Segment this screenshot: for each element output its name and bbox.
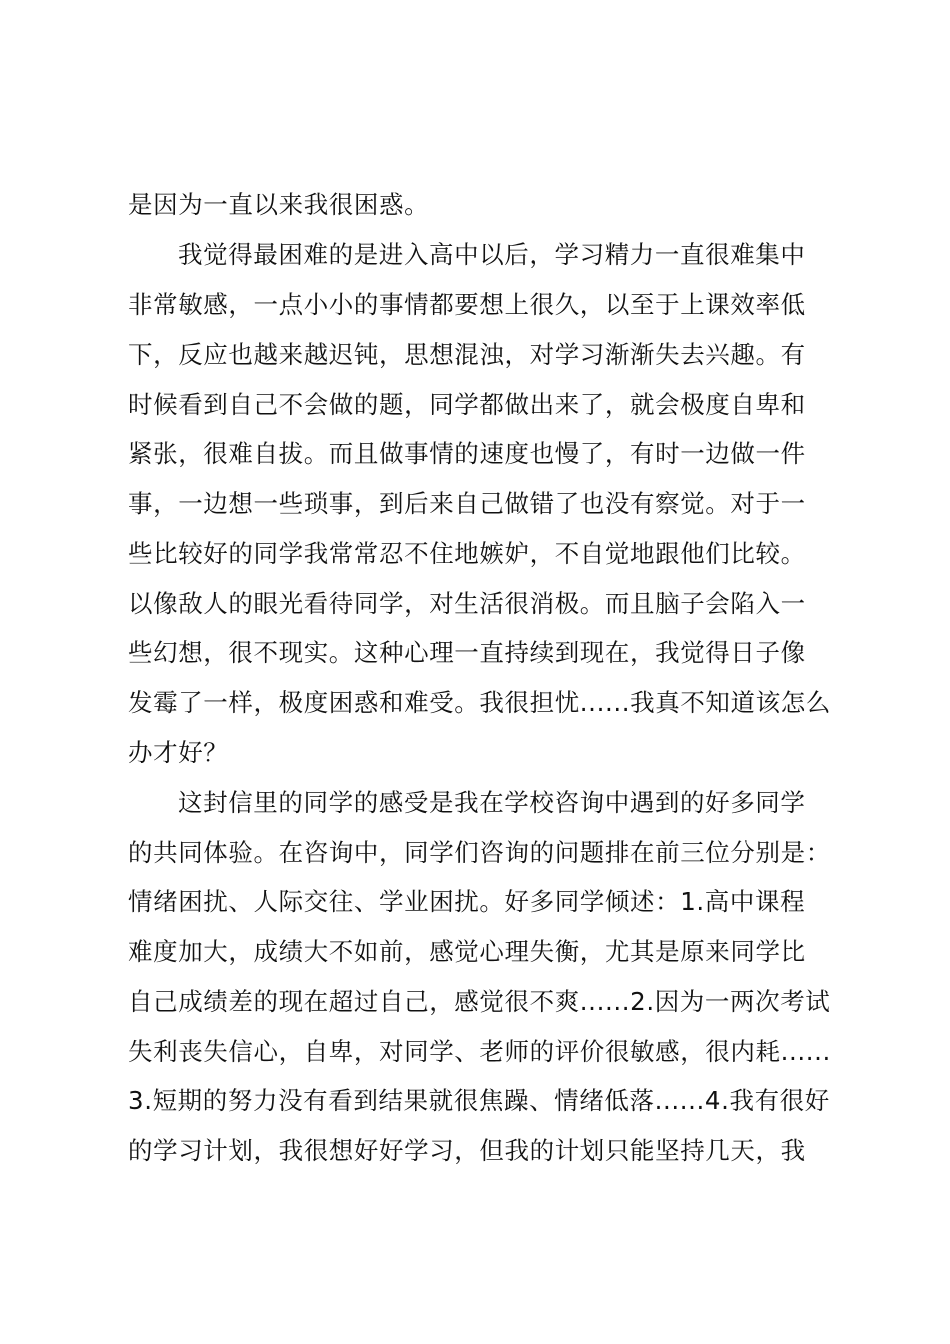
text-line: 是因为一直以来我很困惑。 [128, 190, 430, 219]
text-line: 些幻想，很不现实。这种心理一直持续到现在，我觉得日子像 [128, 638, 806, 667]
text-line: 自己成绩差的现在超过自己，感觉很不爽......2.因为一两次考试 [128, 987, 831, 1016]
paragraph-start-line: 我觉得最困难的是进入高中以后，学习精力一直很难集中 [178, 240, 806, 269]
text-line: 难度加大，成绩大不如前，感觉心理失衡，尤其是原来同学比 [128, 937, 806, 966]
paragraph-start-line: 这封信里的同学的感受是我在学校咨询中遇到的好多同学 [178, 788, 806, 817]
text-line: 办才好？ [128, 738, 229, 767]
text-line: 的学习计划，我很想好好学习，但我的计划只能坚持几天，我 [128, 1136, 806, 1165]
text-line: 的共同体验。在咨询中，同学们咨询的问题排在前三位分别是： [128, 838, 831, 867]
text-line: 非常敏感，一点小小的事情都要想上很久，以至于上课效率低 [128, 290, 806, 319]
text-line: 失利丧失信心，自卑，对同学、老师的评价很敏感，很内耗...... [128, 1037, 831, 1066]
text-line: 事，一边想一些琐事，到后来自己做错了也没有察觉。对于一 [128, 489, 806, 518]
text-line: 情绪困扰、人际交往、学业困扰。好多同学倾述：1.高中课程 [128, 887, 806, 916]
text-line: 时候看到自己不会做的题，同学都做出来了，就会极度自卑和 [128, 390, 806, 419]
text-line: 以像敌人的眼光看待同学，对生活很消极。而且脑子会陷入一 [128, 589, 806, 618]
text-line: 3.短期的努力没有看到结果就很焦躁、情绪低落......4.我有很好 [128, 1086, 830, 1115]
text-line: 些比较好的同学我常常忍不住地嫉妒，不自觉地跟他们比较。 [128, 539, 806, 568]
text-line: 紧张，很难自拔。而且做事情的速度也慢了，有时一边做一件 [128, 439, 806, 468]
text-line: 发霉了一样，极度困惑和难受。我很担忧......我真不知道该怎么 [128, 688, 831, 717]
text-line: 下，反应也越来越迟钝，思想混浊，对学习渐渐失去兴趣。有 [128, 340, 806, 369]
